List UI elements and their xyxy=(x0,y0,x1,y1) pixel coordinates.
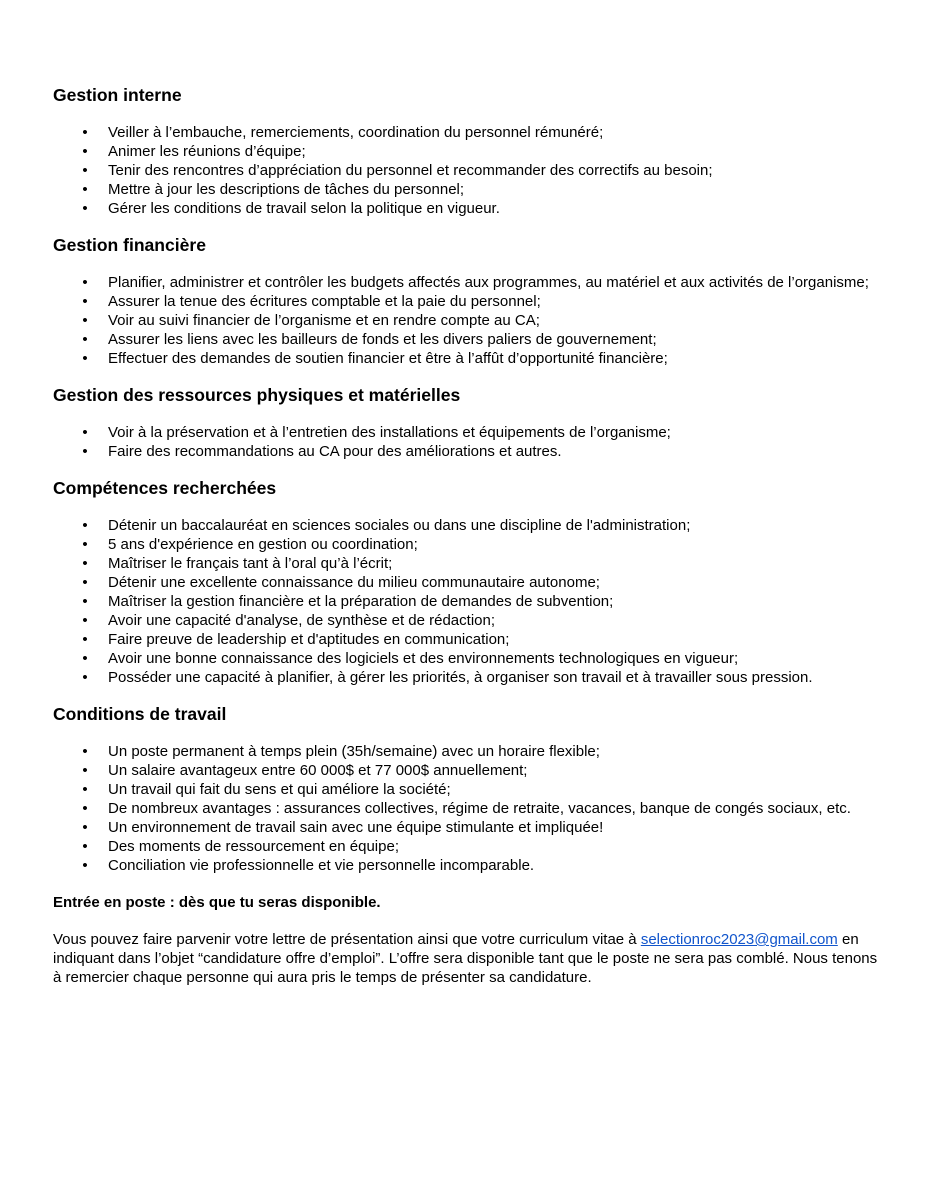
bullet-icon: • xyxy=(82,781,88,798)
bullet-icon: • xyxy=(82,331,88,348)
closing-paragraph xyxy=(53,930,883,987)
list-item: • Planifier, administrer et contrôler les budgets affectés aux programmes, au matériel et aux activités de l’organisme; xyxy=(53,273,883,292)
bullet-icon: • xyxy=(82,631,88,648)
section-title-gestion-financiere: Gestion financière xyxy=(53,235,206,255)
list-item: • De nombreux avantages : assurances collectives, régime de retraite, vacances, banque de congés sociaux, etc. xyxy=(53,799,883,818)
list-item: • Conciliation vie professionnelle et vie personnelle incomparable. xyxy=(53,856,883,875)
document-page xyxy=(53,86,883,987)
bullet-icon: • xyxy=(82,200,88,217)
list-item: • Voir au suivi financier de l’organisme et en rendre compte au CA; xyxy=(53,311,883,330)
entry-date-line: Entrée en poste : dès que tu seras disponible. xyxy=(53,894,381,911)
bullet-icon: • xyxy=(82,350,88,367)
bullet-icon: • xyxy=(82,612,88,629)
bullet-icon: • xyxy=(82,424,88,441)
email-link[interactable]: selectionroc2023@gmail.com xyxy=(640,931,838,948)
bullet-icon: • xyxy=(82,143,88,160)
bullet-icon: • xyxy=(82,274,88,291)
ressources-physiques-list xyxy=(53,423,883,461)
bullet-icon: • xyxy=(82,669,88,686)
list-item: • Mettre à jour les descriptions de tâches du personnel; xyxy=(53,180,883,199)
bullet-icon: • xyxy=(82,574,88,591)
list-item: • Faire des recommandations au CA pour des améliorations et autres. xyxy=(53,442,883,461)
list-item: • Des moments de ressourcement en équipe; xyxy=(53,837,883,856)
bullet-icon: • xyxy=(82,743,88,760)
list-item: • Un travail qui fait du sens et qui améliore la société; xyxy=(53,780,883,799)
bullet-icon: • xyxy=(82,536,88,553)
list-item: • Assurer la tenue des écritures comptable et la paie du personnel; xyxy=(53,292,883,311)
bullet-icon: • xyxy=(82,762,88,779)
list-item: • Détenir un baccalauréat en sciences sociales ou dans une discipline de l'administration; xyxy=(53,516,883,535)
list-item: • Maîtriser le français tant à l’oral qu’à l’écrit; xyxy=(53,554,883,573)
bullet-icon: • xyxy=(82,443,88,460)
bullet-icon: • xyxy=(82,517,88,534)
bullet-icon: • xyxy=(82,819,88,836)
list-item: • Effectuer des demandes de soutien financier et être à l’affût d’opportunité financière; xyxy=(53,349,883,368)
bullet-icon: • xyxy=(82,593,88,610)
list-item: • Un environnement de travail sain avec une équipe stimulante et impliquée! xyxy=(53,818,883,837)
bullet-icon: • xyxy=(82,162,88,179)
list-item: • Assurer les liens avec les bailleurs de fonds et les divers paliers de gouvernement; xyxy=(53,330,883,349)
gestion-financiere-list xyxy=(53,273,883,368)
list-item: • Maîtriser la gestion financière et la préparation de demandes de subvention; xyxy=(53,592,883,611)
bullet-icon: • xyxy=(82,293,88,310)
conditions-list xyxy=(53,742,883,875)
section-title-conditions: Conditions de travail xyxy=(53,704,227,724)
competences-list xyxy=(53,516,883,687)
list-item: • Avoir une bonne connaissance des logiciels et des environnements technologiques en vigueur; xyxy=(53,649,883,668)
section-title-gestion-interne: Gestion interne xyxy=(53,85,182,105)
list-item: • Faire preuve de leadership et d'aptitudes en communication; xyxy=(53,630,883,649)
list-item: • Tenir des rencontres d’appréciation du personnel et recommander des correctifs au besoin; xyxy=(53,161,883,180)
bullet-icon: • xyxy=(82,838,88,855)
section-title-competences: Compétences recherchées xyxy=(53,478,277,498)
bullet-icon: • xyxy=(82,650,88,667)
bullet-icon: • xyxy=(82,800,88,817)
closing-text-start: Vous pouvez faire parvenir votre lettre de présentation ainsi que votre curriculum vitae à xyxy=(53,931,641,948)
bullet-icon: • xyxy=(82,124,88,141)
bullet-icon: • xyxy=(82,181,88,198)
bullet-icon: • xyxy=(82,312,88,329)
list-item: • 5 ans d'expérience en gestion ou coordination; xyxy=(53,535,883,554)
list-item: • Veiller à l’embauche, remerciements, coordination du personnel rémunéré; xyxy=(53,123,883,142)
list-item: • Animer les réunions d’équipe; xyxy=(53,142,883,161)
closing-text-end: en indiquant dans l’objet “candidature offre d’emploi”. L’offre sera disponible tant que le poste ne sera pas comblé. Nous tenons à remercier chaque personne qui aura pris le temps de présenter sa candidature. xyxy=(53,931,878,986)
section-title-ressources-physiques: Gestion des ressources physiques et matérielles xyxy=(53,385,461,405)
list-item: • Avoir une capacité d'analyse, de synthèse et de rédaction; xyxy=(53,611,883,630)
list-item: • Un salaire avantageux entre 60 000$ et 77 000$ annuellement; xyxy=(53,761,883,780)
bullet-icon: • xyxy=(82,555,88,572)
list-item: • Gérer les conditions de travail selon la politique en vigueur. xyxy=(53,199,883,218)
list-item: • Un poste permanent à temps plein (35h/semaine) avec un horaire flexible; xyxy=(53,742,883,761)
gestion-interne-list xyxy=(53,123,883,218)
list-item: • Posséder une capacité à planifier, à gérer les priorités, à organiser son travail et à travailler sous pression. xyxy=(53,668,883,687)
list-item: • Voir à la préservation et à l’entretien des installations et équipements de l’organisme; xyxy=(53,423,883,442)
list-item: • Détenir une excellente connaissance du milieu communautaire autonome; xyxy=(53,573,883,592)
bullet-icon: • xyxy=(82,857,88,874)
